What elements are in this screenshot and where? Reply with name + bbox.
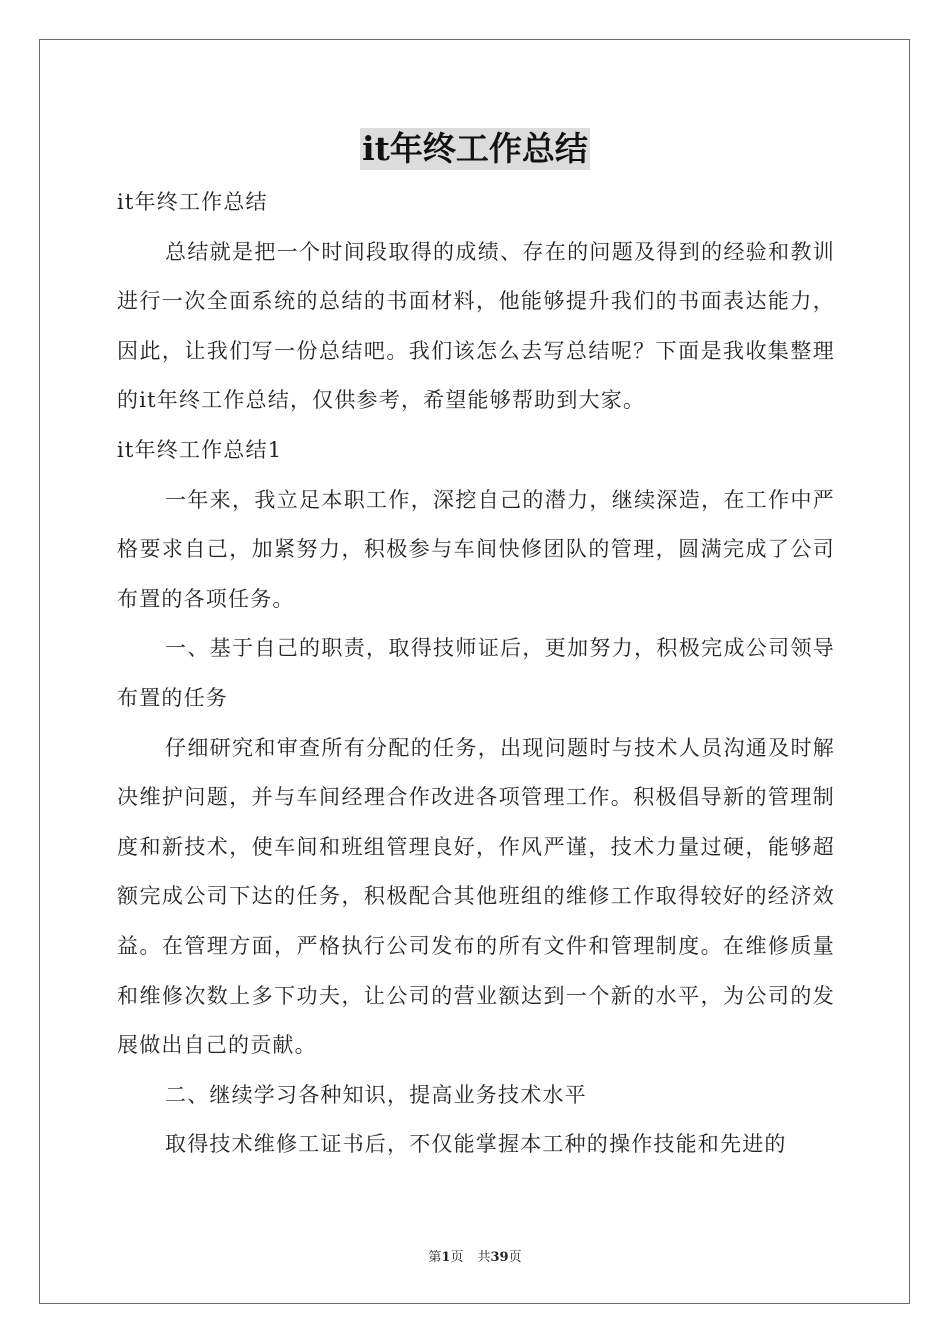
subtitle-line: it年终工作总结 — [117, 190, 268, 214]
title-container — [0, 128, 950, 170]
document-title: it年终工作总结 — [362, 129, 588, 168]
total-suffix: 页 — [508, 1250, 522, 1265]
document-body — [117, 178, 835, 1170]
page-prefix: 第 — [428, 1250, 442, 1265]
page-suffix: 页 — [450, 1250, 464, 1265]
subheading-paragraph: 二、继续学习各种知识，提高业务技术水平 — [165, 1082, 587, 1107]
page-footer — [0, 1246, 950, 1265]
body-paragraph: 一年来，我立足本职工作，深挖自己的潜力，继续深造，在工作中严格要求自己，加紧努力，积极参与车间快修团队的管理，圆满完成了公司布置的各项任务。 — [117, 487, 835, 611]
intro-paragraph: 总结就是把一个时间段取得的成绩、存在的问题及得到的经验和教训进行一次全面系统的总结的书面材料，他能够提升我们的书面表达能力，因此，让我们写一份总结吧。我们该怎么去写总结呢？下面是我收集整理的it年终工作总结，仅供参考，希望能够帮助到大家。 — [117, 239, 835, 413]
total-pages: 39 — [490, 1250, 509, 1265]
body-paragraph: 取得技术维修工证书后，不仅能掌握本工种的操作技能和先进的 — [165, 1132, 787, 1157]
page-number: 1 — [441, 1250, 451, 1265]
body-paragraph: 仔细研究和审查所有分配的任务，出现问题时与技术人员沟通及时解决维护问题，并与车间经理合作改进各项管理工作。积极倡导新的管理制度和新技术，使车间和班组管理良好，作风严谨，技术力量过硬，能够超额完成公司下达的任务，积极配合其他班组的维修工作取得较好的经济效益。在管理方面，严格执行公司发布的所有文件和管理制度。在维修质量和维修次数上多下功夫，让公司的营业额达到一个新的水平，为公司的发展做出自己的贡献。 — [117, 735, 835, 1058]
subheading-paragraph: 一、基于自己的职责，取得技师证后，更加努力，积极完成公司领导布置的任务 — [117, 636, 835, 710]
section-heading: it年终工作总结1 — [117, 437, 283, 462]
total-prefix: 共 — [477, 1250, 491, 1265]
